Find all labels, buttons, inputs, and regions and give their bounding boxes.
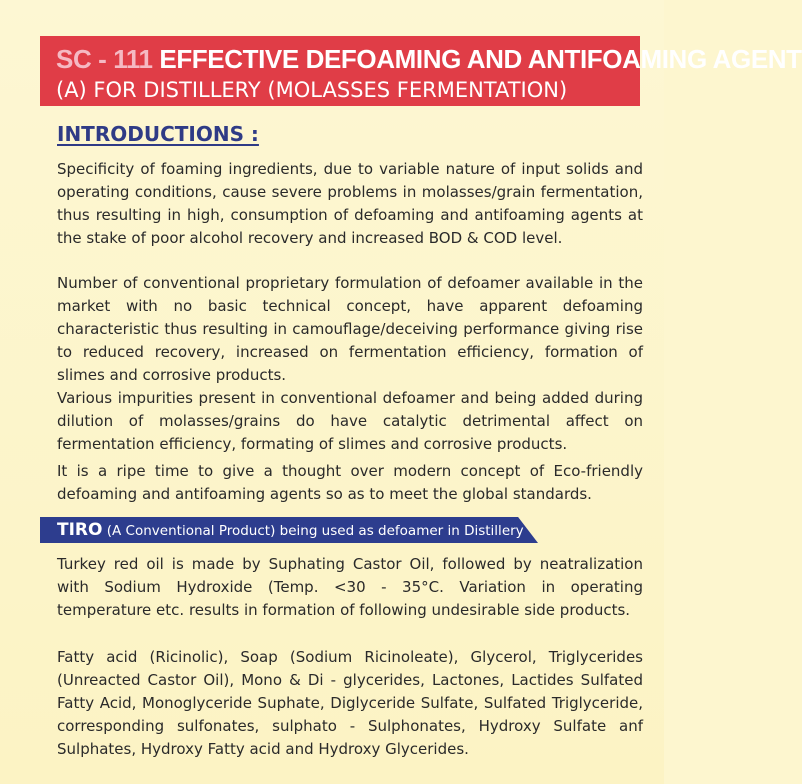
tiro-paragraph-1: Turkey red oil is made by Suphating Castor Oil, followed by neatralization with Sodium Hydroxide (Temp. <30 - 35°C. Variation in operating temperature etc. results in formation of following undesirable side products. <box>57 555 643 619</box>
intro-paragraph-2: Number of conventional proprietary formulation of defoamer available in the market with no basic technical concept, have apparent defoaming characteristic thus resulting in camouflage/deceiving performance giving rise to reduced recovery, increased on fermentation efficiency, formation of slimes and corrosive products. <box>57 274 643 384</box>
intro-paragraph-3: Various impurities present in conventional defoamer and being added during dilution of molasses/grains do have catalytic detrimental affect on fermentation efficiency, formating of slimes and corrosive products. <box>57 389 643 453</box>
tiro-heading-strong: TIRO <box>57 520 103 540</box>
product-code: SC - 111 <box>56 44 153 74</box>
tiro-heading-rest: (A Conventional Product) being used as defoamer in Distillery <box>102 523 524 539</box>
intro-paragraph-4: It is a ripe time to give a thought over modern concept of Eco-friendly defoaming and antifoaming agents so as to meet the global standards. <box>57 462 643 503</box>
intro-paragraph-1: Specificity of foaming ingredients, due to variable nature of input solids and operating conditions, cause severe problems in molasses/grain fermentation, thus resulting in high, consumption of defoaming and antifoaming agents at the stake of poor alcohol recovery and increased BOD & COD level. <box>57 160 643 247</box>
product-title-text: EFFECTIVE DEFOAMING AND ANTIFOAMING AGENT <box>159 44 802 74</box>
tiro-paragraph-2: Fatty acid (Ricinolic), Soap (Sodium Ricinoleate), Glycerol, Triglycerides (Unreacted Castor Oil), Mono & Di - glycerides, Lactones, Lactides Sulfated Fatty Acid, Monoglyceride Suphate, Diglyceride Sulfate, Sulfated Triglyceride, corresponding sulfonates, sulphato - Sulphonates, Hydroxy Sulfate anf Sulphates, Hydroxy Fatty acid and Hydroxy Glycerides. <box>57 648 643 758</box>
product-title <box>56 44 802 74</box>
tiro-heading <box>57 518 524 543</box>
product-subtitle: (A) FOR DISTILLERY (MOLASSES FERMENTATION) <box>56 78 568 102</box>
introductions-heading: INTRODUCTIONS : <box>57 122 259 146</box>
